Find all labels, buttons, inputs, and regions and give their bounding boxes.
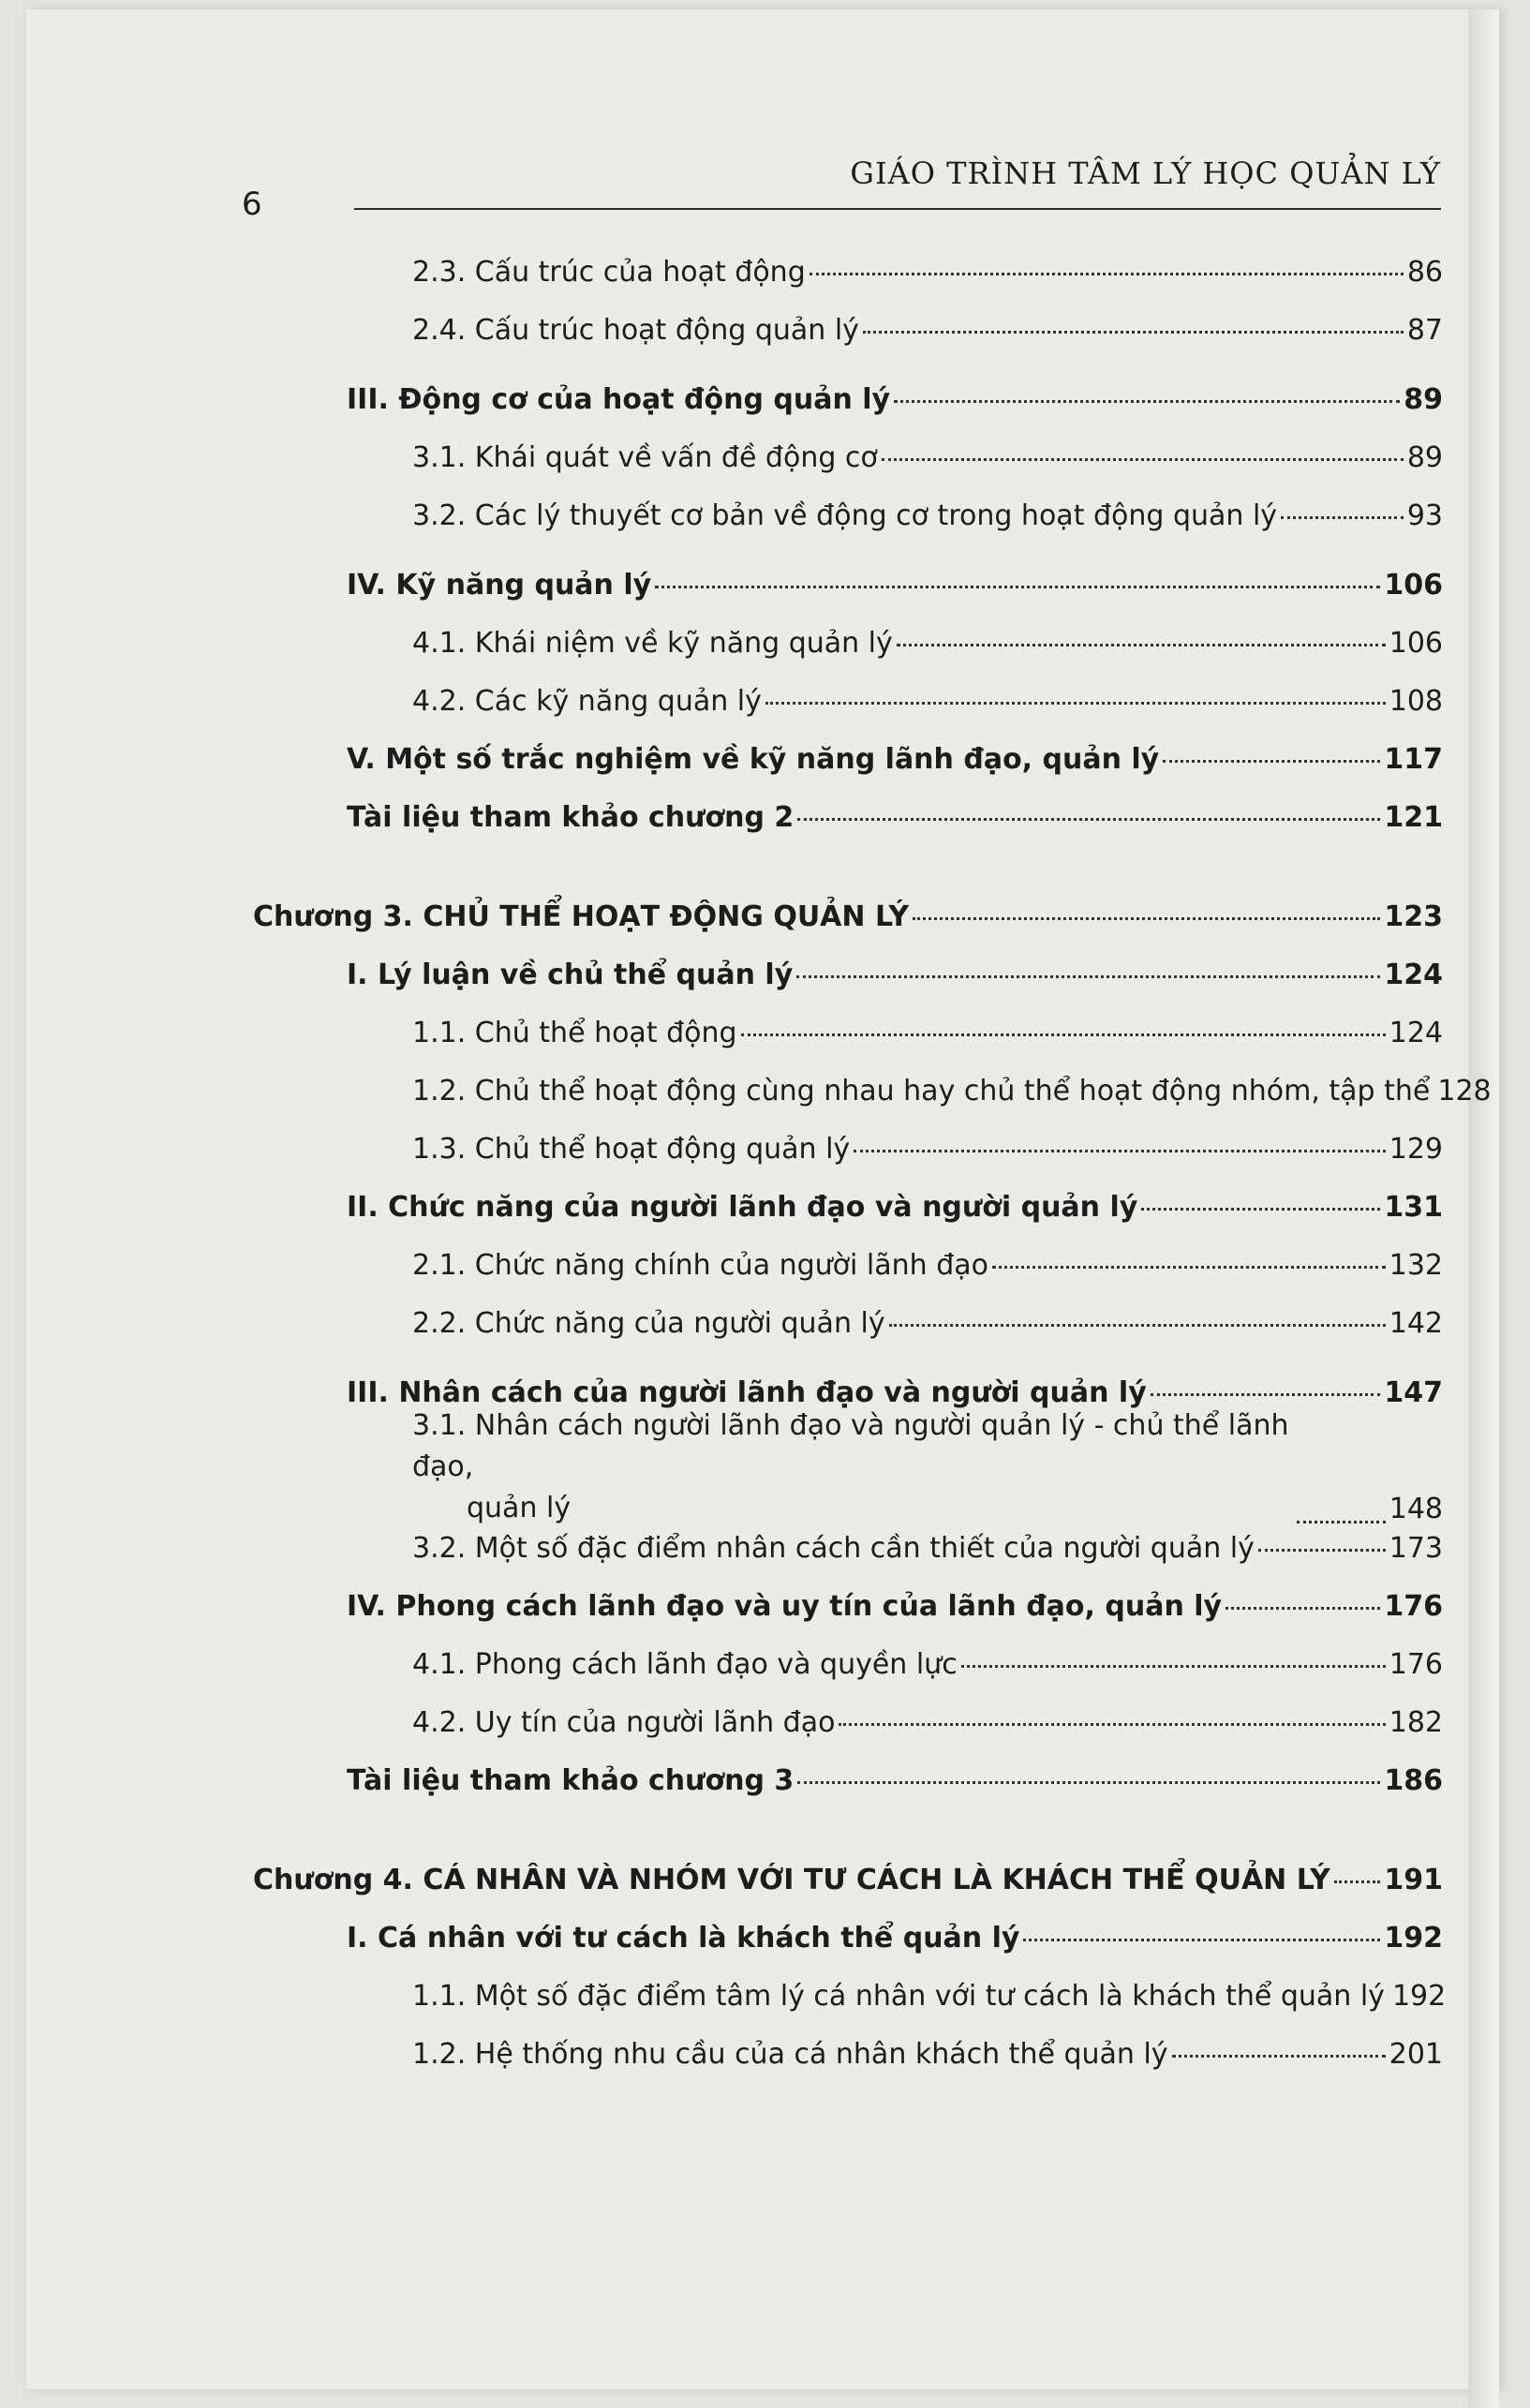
toc-page: 124 <box>1389 1017 1443 1049</box>
toc-entry <box>253 1703 1443 1761</box>
dot-leader <box>894 400 1400 403</box>
dot-leader <box>961 1665 1386 1668</box>
toc-label: Chương 3. CHỦ THỂ HOẠT ĐỘNG QUẢN LÝ <box>253 900 910 933</box>
toc-entry <box>253 624 1443 682</box>
toc-label: IV. Kỹ năng quản lý <box>347 569 652 602</box>
toc-label: Chương 4. CÁ NHÂN VÀ NHÓM VỚI TƯ CÁCH LÀ KHÁCH THỂ QUẢN LÝ <box>253 1864 1330 1896</box>
toc-label: 1.1. Chủ thể hoạt động <box>412 1017 737 1049</box>
dot-leader <box>992 1266 1386 1269</box>
dot-leader <box>1281 516 1404 519</box>
toc-entry <box>253 1529 1443 1587</box>
dot-leader <box>741 1033 1386 1036</box>
toc-label: III. Động cơ của hoạt động quản lý <box>347 383 891 416</box>
toc-page: 132 <box>1389 1249 1443 1282</box>
toc-page: 201 <box>1389 2038 1443 2071</box>
toc-entry <box>253 1072 1492 1130</box>
toc-entry <box>253 682 1443 740</box>
toc-page: 176 <box>1389 1648 1443 1681</box>
toc-label: 1.1. Một số đặc điểm tâm lý cá nhân với tư cách là khách thể quản lý <box>412 1980 1385 2013</box>
dot-leader <box>889 1324 1386 1327</box>
dot-leader <box>1141 1208 1380 1211</box>
toc-page: 131 <box>1384 1191 1443 1224</box>
table-of-contents <box>253 253 1492 2093</box>
toc-section <box>253 740 1443 798</box>
toc-label: 4.2. Các kỹ năng quản lý <box>412 685 762 718</box>
page-number: 6 <box>242 186 262 223</box>
running-header <box>242 150 1441 223</box>
toc-page: 108 <box>1389 685 1443 718</box>
toc-label: IV. Phong cách lãnh đạo và uy tín của lãnh đạo, quản lý <box>347 1590 1223 1623</box>
dot-leader <box>1151 1393 1381 1396</box>
toc-page: 106 <box>1384 569 1443 602</box>
toc-label: V. Một số trắc nghiệm về kỹ năng lãnh đạo, quản lý <box>347 743 1160 776</box>
toc-page: 106 <box>1389 627 1443 660</box>
toc-label: 2.3. Cấu trúc của hoạt động <box>412 256 806 289</box>
toc-page: 93 <box>1406 499 1443 532</box>
toc-entry <box>253 1014 1443 1072</box>
toc-label: 1.2. Chủ thể hoạt động cùng nhau hay chủ thể hoạt động nhóm, tập thể <box>412 1075 1431 1107</box>
toc-entry <box>253 1977 1447 2035</box>
toc-entry <box>253 1409 1443 1529</box>
toc-page: 173 <box>1389 1532 1443 1565</box>
toc-page: 148 <box>1389 1493 1443 1525</box>
dot-leader <box>1334 1880 1380 1883</box>
toc-section <box>253 1919 1443 1977</box>
toc-page: 86 <box>1406 256 1443 289</box>
toc-label: 2.4. Cấu trúc hoạt động quản lý <box>412 314 859 347</box>
toc-chapter <box>253 898 1443 956</box>
toc-entry <box>253 1645 1443 1703</box>
toc-label: 3.2. Một số đặc điểm nhân cách cần thiết của người quản lý <box>412 1532 1255 1565</box>
dot-leader <box>797 1781 1380 1784</box>
toc-label: I. Cá nhân với tư cách là khách thể quản lý <box>347 1922 1020 1955</box>
toc-page: 129 <box>1389 1133 1443 1166</box>
dot-leader <box>897 644 1386 647</box>
toc-entry <box>253 253 1443 311</box>
toc-label: 4.1. Phong cách lãnh đạo và quyền lực <box>412 1648 958 1681</box>
dot-leader <box>1225 1607 1380 1610</box>
toc-label: 1.2. Hệ thống nhu cầu của cá nhân khách thể quản lý <box>412 2038 1168 2071</box>
dot-leader <box>655 586 1380 588</box>
dot-leader <box>839 1723 1385 1726</box>
dot-leader <box>765 702 1386 705</box>
toc-label: 4.2. Uy tín của người lãnh đạo <box>412 1706 836 1739</box>
toc-label: 1.3. Chủ thể hoạt động quản lý <box>412 1133 851 1166</box>
toc-entry <box>253 497 1443 555</box>
dot-leader <box>1023 1939 1380 1941</box>
toc-section <box>253 1587 1443 1645</box>
toc-label: Tài liệu tham khảo chương 2 <box>347 801 795 834</box>
toc-references <box>253 798 1443 856</box>
toc-label: 3.1. Khái quát về vấn đề động cơ <box>412 441 878 474</box>
toc-chapter <box>253 1861 1443 1919</box>
toc-label: 2.1. Chức năng chính của người lãnh đạo <box>412 1249 988 1282</box>
toc-page: 124 <box>1384 959 1443 991</box>
toc-page: 192 <box>1384 1922 1443 1955</box>
toc-section <box>253 956 1443 1014</box>
toc-section <box>253 1188 1443 1246</box>
toc-page: 186 <box>1384 1764 1443 1797</box>
toc-entry <box>253 1130 1443 1188</box>
toc-page: 142 <box>1389 1307 1443 1340</box>
toc-label <box>412 1405 1293 1529</box>
toc-label: III. Nhân cách của người lãnh đạo và người quản lý <box>347 1376 1147 1409</box>
toc-label: Tài liệu tham khảo chương 3 <box>347 1764 795 1797</box>
toc-references <box>253 1761 1443 1820</box>
toc-page: 117 <box>1384 743 1443 776</box>
toc-page: 147 <box>1384 1376 1443 1409</box>
dot-leader <box>1258 1549 1386 1552</box>
page-spine-edge <box>1468 9 1499 2408</box>
toc-page: 123 <box>1384 900 1443 933</box>
toc-page: 121 <box>1384 801 1443 834</box>
toc-entry <box>253 1246 1443 1304</box>
dot-leader <box>863 331 1404 334</box>
dot-leader <box>1297 1521 1386 1524</box>
dot-leader <box>796 975 1380 978</box>
toc-section <box>253 380 1443 438</box>
toc-page: 87 <box>1406 314 1443 347</box>
toc-section <box>253 566 1443 624</box>
toc-page: 192 <box>1391 1980 1447 2013</box>
toc-label-line2: quản lý <box>467 1492 572 1524</box>
toc-label-line1: 3.1. Nhân cách người lãnh đạo và người quản lý - chủ thể lãnh đạo, <box>412 1409 1289 1483</box>
dot-leader <box>810 273 1404 275</box>
toc-page: 89 <box>1406 441 1443 474</box>
dot-leader <box>1163 760 1380 763</box>
toc-entry <box>253 438 1443 497</box>
dot-leader <box>913 917 1380 920</box>
toc-page: 128 <box>1437 1075 1492 1107</box>
dot-leader <box>1172 2055 1386 2058</box>
toc-entry <box>253 311 1443 369</box>
header-rule <box>354 208 1441 210</box>
book-title: GIÁO TRÌNH TÂM LÝ HỌC QUẢN LÝ <box>850 156 1441 191</box>
toc-label: 4.1. Khái niệm về kỹ năng quản lý <box>412 627 893 660</box>
toc-label: II. Chức năng của người lãnh đạo và người quản lý <box>347 1191 1138 1224</box>
toc-page: 191 <box>1384 1864 1443 1896</box>
toc-page: 89 <box>1404 383 1443 416</box>
dot-leader <box>797 818 1380 821</box>
toc-page: 182 <box>1389 1706 1443 1739</box>
toc-entry <box>253 1304 1443 1362</box>
toc-label: 2.2. Chức năng của người quản lý <box>412 1307 885 1340</box>
dot-leader <box>854 1150 1386 1152</box>
dot-leader <box>882 458 1404 461</box>
toc-page: 176 <box>1384 1590 1443 1623</box>
toc-label: 3.2. Các lý thuyết cơ bản về động cơ trong hoạt động quản lý <box>412 499 1278 532</box>
toc-label: I. Lý luận về chủ thể quản lý <box>347 959 794 991</box>
toc-entry <box>253 2035 1443 2093</box>
